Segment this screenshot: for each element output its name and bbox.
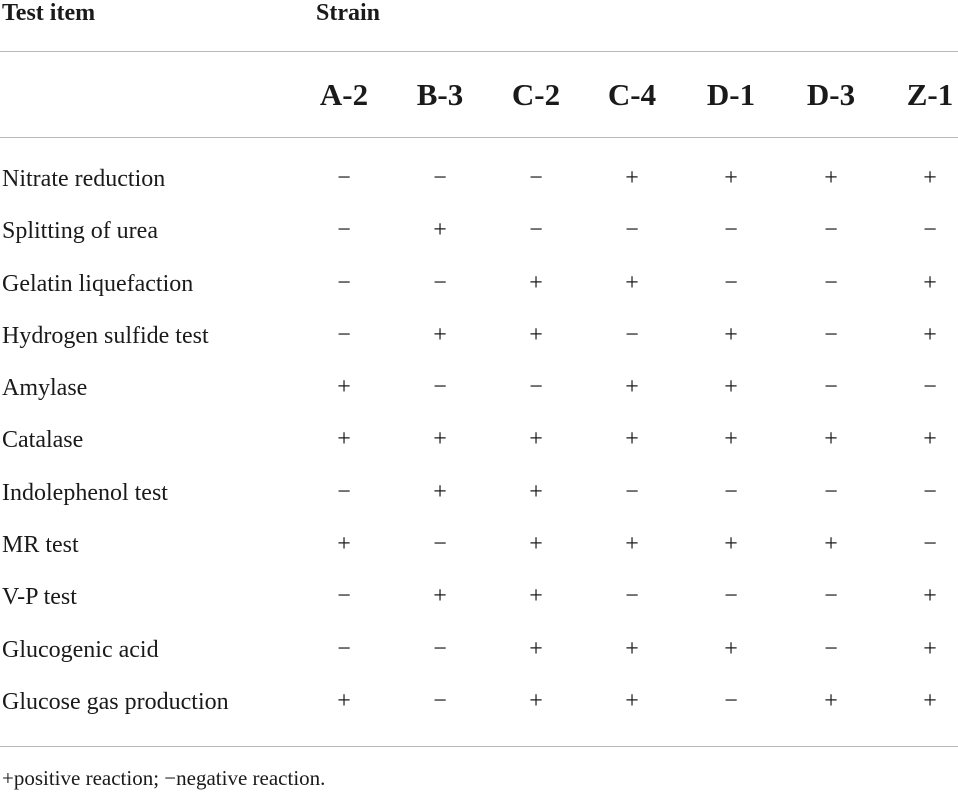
result-cell: −: [529, 217, 543, 244]
result-cell: −: [433, 374, 447, 401]
table-row: [0, 682, 958, 734]
result-cell: −: [337, 217, 351, 244]
strain-header-c-2: C-2: [511, 77, 561, 112]
result-cell: −: [529, 374, 543, 401]
test-item-label: Splitting of urea: [2, 218, 158, 245]
result-cell: −: [625, 478, 639, 505]
table-row: [0, 368, 958, 420]
result-cell: +: [433, 478, 447, 505]
result-cell: −: [824, 478, 838, 505]
result-cell: −: [337, 478, 351, 505]
result-cell: +: [433, 583, 447, 610]
result-cell: −: [824, 374, 838, 401]
result-cell: −: [433, 269, 447, 296]
header-test-item: Test item: [2, 0, 96, 26]
result-cell: +: [724, 531, 738, 558]
result-cell: +: [529, 478, 543, 505]
test-item-label: Amylase: [2, 375, 88, 402]
result-cell: +: [337, 531, 351, 558]
result-cell: −: [724, 217, 738, 244]
test-item-label: V-P test: [2, 584, 77, 611]
result-cell: −: [337, 165, 351, 191]
result-cell: +: [625, 374, 639, 401]
result-cell: +: [824, 165, 838, 191]
result-cell: −: [824, 635, 838, 662]
result-cell: −: [529, 165, 543, 191]
result-cell: +: [824, 426, 838, 453]
result-cell: +: [923, 269, 937, 296]
result-cell: +: [923, 426, 937, 453]
result-cell: +: [529, 269, 543, 296]
test-item-label: Glucose gas production: [2, 688, 229, 715]
result-cell: −: [923, 374, 937, 401]
table-footnote: +positive reaction; −negative reaction.: [2, 766, 326, 790]
result-cell: +: [529, 321, 543, 348]
result-cell: −: [625, 217, 639, 244]
result-cell: +: [625, 635, 639, 662]
result-cell: +: [529, 531, 543, 558]
result-cell: +: [433, 217, 447, 244]
result-cell: +: [724, 635, 738, 662]
result-cell: +: [724, 321, 738, 348]
result-cell: −: [824, 583, 838, 610]
result-cell: −: [824, 269, 838, 296]
strain-header-row: [0, 77, 958, 117]
result-cell: −: [433, 635, 447, 662]
result-cell: +: [724, 165, 738, 191]
table-row: [0, 159, 958, 211]
result-cell: −: [337, 635, 351, 662]
strain-header-d-3: D-3: [806, 77, 856, 112]
result-cell: +: [923, 165, 937, 191]
result-cell: +: [625, 426, 639, 453]
table-row: [0, 577, 958, 629]
result-cell: +: [529, 426, 543, 453]
result-cell: +: [337, 374, 351, 401]
test-item-label: Gelatin liquefaction: [2, 270, 194, 297]
result-cell: −: [923, 478, 937, 505]
test-item-label: Nitrate reduction: [2, 166, 166, 192]
test-item-label: Glucogenic acid: [2, 636, 159, 663]
test-item-label: Hydrogen sulfide test: [2, 322, 209, 349]
result-cell: −: [337, 321, 351, 348]
strain-header-b-3: B-3: [416, 77, 464, 112]
strain-header-d-1: D-1: [706, 77, 756, 112]
result-cell: +: [625, 269, 639, 296]
result-cell: +: [337, 687, 351, 714]
result-cell: +: [923, 321, 937, 348]
table-row: [0, 420, 958, 472]
result-cell: +: [529, 687, 543, 714]
result-cell: −: [824, 217, 838, 244]
result-cell: +: [529, 583, 543, 610]
result-cell: −: [625, 321, 639, 348]
result-cell: −: [724, 687, 738, 714]
result-cell: +: [337, 426, 351, 453]
result-cell: +: [824, 531, 838, 558]
result-cell: +: [824, 687, 838, 714]
result-cell: +: [724, 426, 738, 453]
result-cell: −: [824, 321, 838, 348]
strain-header-z-1: Z-1: [906, 77, 954, 112]
table-row: [0, 473, 958, 525]
table-row: [0, 525, 958, 577]
test-item-label: MR test: [2, 532, 79, 559]
test-item-label: Indolephenol test: [2, 479, 168, 506]
result-cell: −: [433, 531, 447, 558]
table-row: [0, 211, 958, 263]
table-row: [0, 264, 958, 316]
result-cell: +: [724, 374, 738, 401]
result-cell: +: [625, 531, 639, 558]
divider-top: [0, 51, 958, 52]
strain-header-a-2: A-2: [319, 77, 369, 112]
result-cell: +: [625, 687, 639, 714]
result-cell: +: [923, 583, 937, 610]
result-cell: −: [337, 583, 351, 610]
result-cell: −: [724, 478, 738, 505]
table-row: [0, 630, 958, 682]
header-strain: Strain: [316, 0, 381, 26]
result-cell: +: [433, 321, 447, 348]
result-cell: −: [923, 531, 937, 558]
result-cell: −: [433, 165, 447, 191]
result-cell: −: [724, 269, 738, 296]
result-cell: +: [529, 635, 543, 662]
divider-bottom: [0, 746, 958, 747]
test-item-label: Catalase: [2, 427, 84, 454]
result-cell: +: [923, 635, 937, 662]
table-body: [0, 159, 958, 734]
strain-header-c-4: C-4: [607, 77, 657, 112]
result-cell: −: [923, 217, 937, 244]
result-cell: +: [923, 687, 937, 714]
result-cell: +: [625, 165, 639, 191]
result-cell: −: [625, 583, 639, 610]
result-cell: −: [433, 687, 447, 714]
result-cell: −: [724, 583, 738, 610]
divider-header: [0, 137, 958, 138]
result-cell: +: [433, 426, 447, 453]
table-row: [0, 316, 958, 368]
result-cell: −: [337, 269, 351, 296]
